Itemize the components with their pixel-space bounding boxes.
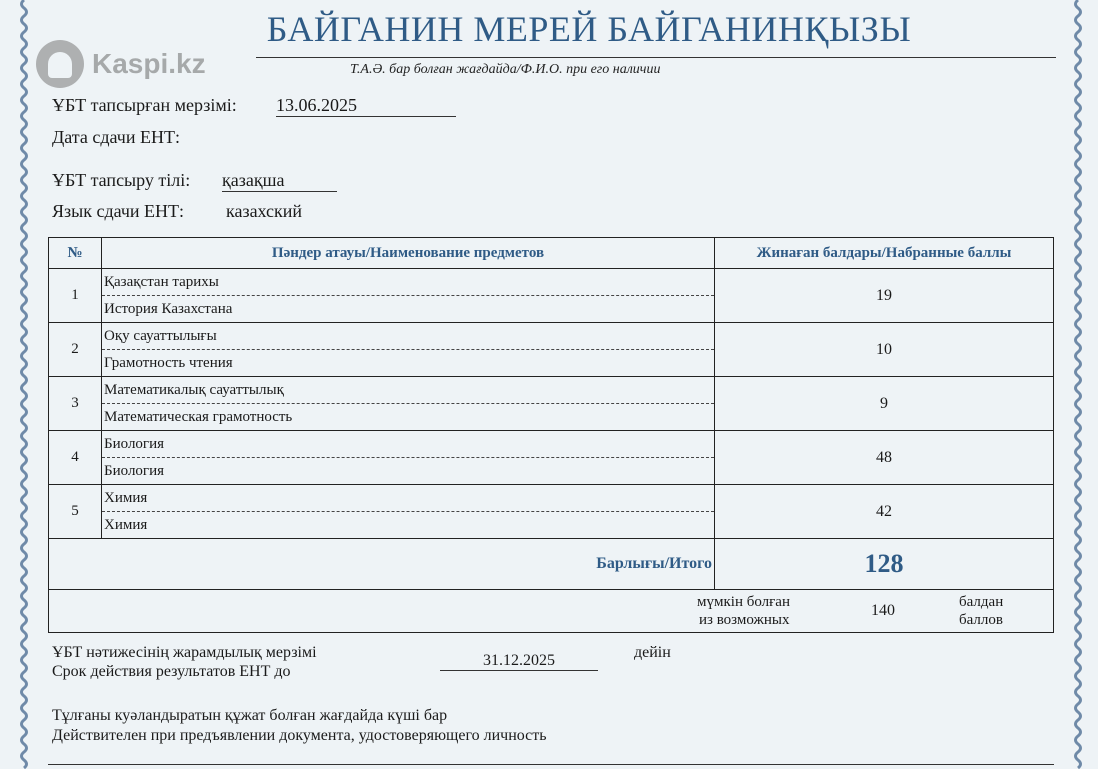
subject-name-ru: Грамотность чтения: [104, 355, 233, 371]
row-subject: [102, 377, 715, 431]
table-header-row: [49, 238, 1054, 269]
row-score: 10: [715, 323, 1054, 377]
name-caption: Т.А.Ә. бар болған жағдайда/Ф.И.О. при его наличии: [350, 62, 661, 77]
row-number: 2: [49, 323, 102, 377]
table-row: [49, 323, 1054, 377]
holder-name: БАЙГАНИН МЕРЕЙ БАЙГАНИНҚЫЗЫ: [266, 9, 912, 49]
row-number: 1: [49, 269, 102, 323]
note-kz: Тұлғаны куәландыратын құжат болған жағдайда күші бар: [52, 707, 448, 724]
name-underline: [256, 57, 1056, 58]
row-number: 3: [49, 377, 102, 431]
subject-name-kz: Математикалық сауаттылық: [102, 377, 714, 404]
subject-name-ru: История Казахстана: [104, 301, 233, 317]
subject-name-ru: Математическая грамотность: [104, 409, 293, 425]
subject-name-kz: Биология: [102, 431, 714, 458]
possible-prefix-kz: мүмкін болған: [697, 594, 790, 610]
note-ru: Действителен при предъявлении документа, удостоверяющего личность: [52, 727, 547, 744]
possible-suffix-kz: балдан: [959, 594, 1004, 610]
header-subject: Пәндер атауы/Наименование предметов: [102, 238, 715, 269]
watermark-text: Kaspi.kz: [92, 48, 206, 79]
scores-table: [48, 237, 1054, 633]
exam-date-label-kz: ҰБТ тапсырған мерзімі:: [52, 95, 237, 115]
row-score: 19: [715, 269, 1054, 323]
table-row: [49, 431, 1054, 485]
possible-score-row: [49, 590, 1054, 633]
exam-language-value-kz: қазақша: [222, 170, 337, 192]
total-label: Барлығы/Итого: [49, 539, 715, 590]
exam-date-value: 13.06.2025: [276, 95, 456, 117]
possible-score-cell: [49, 590, 1054, 633]
exam-language-label-kz: ҰБТ тапсыру тілі:: [52, 170, 191, 190]
exam-date-label-ru: Дата сдачи ЕНТ:: [52, 127, 180, 147]
left-decorative-border: [18, 0, 30, 769]
row-subject: [102, 485, 715, 539]
subject-name-kz: Оқу сауаттылығы: [102, 323, 714, 350]
validity-date: 31.12.2025: [440, 652, 598, 671]
subject-name-kz: Қазақстан тарихы: [102, 269, 714, 296]
possible-max-score: 140: [871, 602, 895, 619]
row-number: 4: [49, 431, 102, 485]
table-row: [49, 485, 1054, 539]
row-score: 48: [715, 431, 1054, 485]
possible-suffix-ru: баллов: [959, 612, 1003, 628]
total-score: 128: [715, 539, 1054, 590]
header-number: №: [49, 238, 102, 269]
kaspi-logo-icon: [36, 40, 84, 88]
validity-label-kz: ҰБТ нәтижесінің жарамдылық мерзімі: [52, 644, 317, 661]
row-subject: [102, 323, 715, 377]
row-subject: [102, 431, 715, 485]
right-decorative-border: [1072, 0, 1084, 769]
header-score: Жинаған балдары/Набранные баллы: [715, 238, 1054, 269]
subject-name-kz: Химия: [102, 485, 714, 512]
row-score: 9: [715, 377, 1054, 431]
kaspi-watermark: [36, 40, 206, 88]
row-score: 42: [715, 485, 1054, 539]
bottom-divider: [48, 764, 1054, 765]
validity-suffix-kz: дейін: [634, 644, 671, 661]
subject-name-ru: Биология: [104, 463, 165, 479]
exam-language-label-ru: Язык сдачи ЕНТ:: [52, 201, 185, 221]
validity-label-ru: Срок действия результатов ЕНТ до: [52, 663, 291, 680]
exam-language-value-ru: казахский: [226, 201, 303, 221]
table-row: [49, 377, 1054, 431]
subject-name-ru: Химия: [104, 517, 148, 533]
possible-prefix-ru: из возможных: [699, 612, 790, 628]
table-row: [49, 269, 1054, 323]
row-number: 5: [49, 485, 102, 539]
row-subject: [102, 269, 715, 323]
total-row: [49, 539, 1054, 590]
